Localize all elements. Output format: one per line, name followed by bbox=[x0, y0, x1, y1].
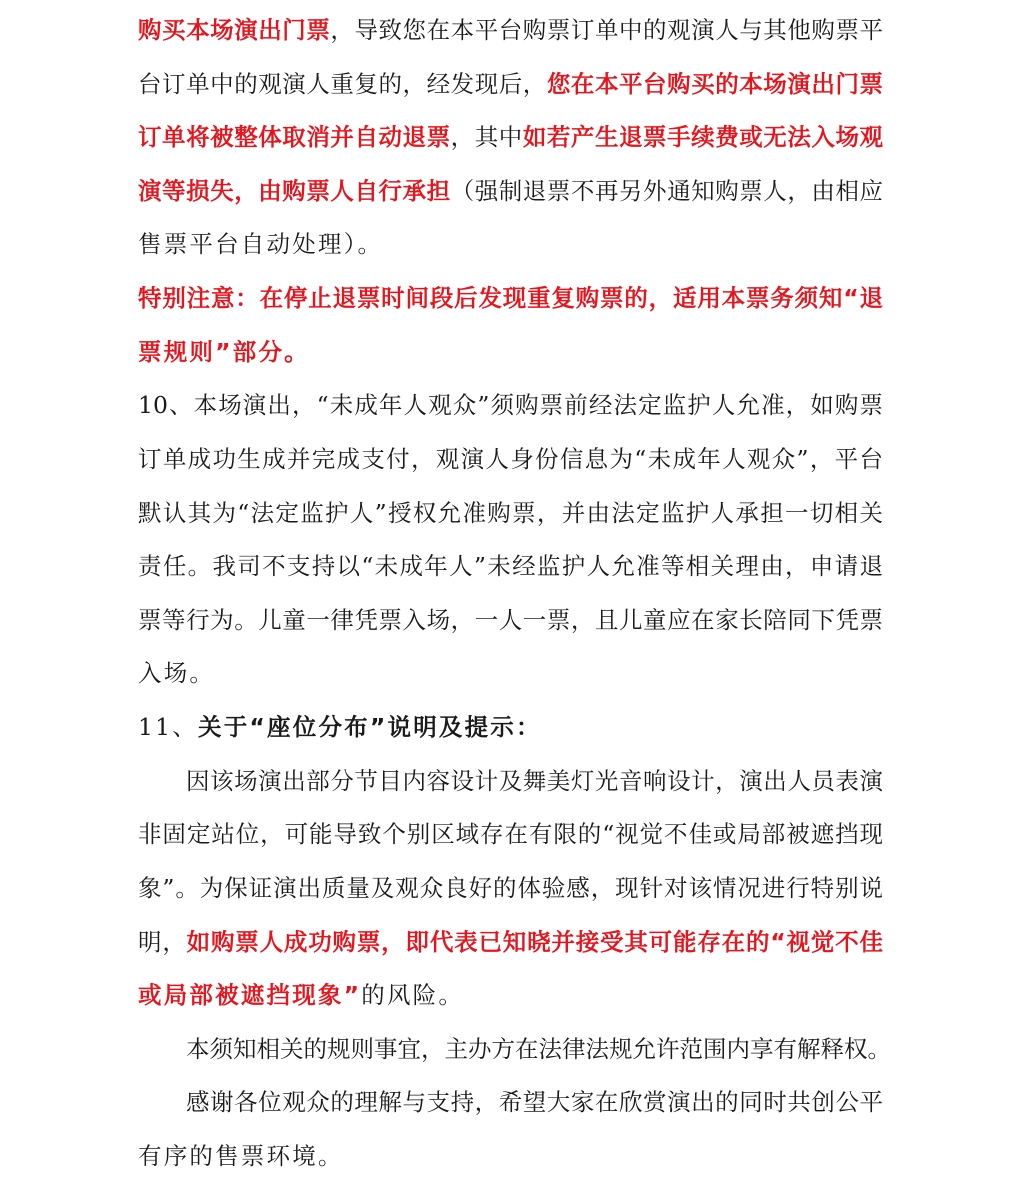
special-note-line-1: 特别注意：在停止退票时间段后发现重复购票的，适用本票务须知“退 bbox=[138, 284, 883, 312]
red-emphasis: 如若产生退票手续费或无法入场观 bbox=[522, 123, 884, 151]
text-line-15: 因该场演出部分节目内容设计及舞美灯光音响设计，演出人员表演 bbox=[186, 767, 883, 795]
text-line-17: 象”。为保证演出质量及观众良好的体验感，现针对该情况进行特别说 bbox=[138, 874, 883, 902]
text-span: ，导致您在本平台购票订单中的观演人与其他购票平 bbox=[330, 16, 884, 44]
text-line-11: 责任。我司不支持以“未成年人”未经监护人允准等相关理由，申请退 bbox=[138, 552, 883, 580]
red-emphasis: 演等损失，由购票人自行承担 bbox=[138, 177, 451, 205]
text-line-3 bbox=[138, 121, 883, 153]
red-emphasis: 您在本平台购买的本场演出门票 bbox=[546, 70, 884, 98]
text-span: 台订单中的观演人重复的，经发现后， bbox=[138, 70, 547, 98]
red-emphasis: 或局部被遮挡现象” bbox=[138, 981, 362, 1009]
section-number: 11、 bbox=[138, 713, 199, 741]
text-line-10: 默认其为“法定监护人”授权允准购票，并由法定监护人承担一切相关 bbox=[138, 499, 883, 527]
text-line-12: 票等行为。儿童一律凭票入场，一人一票，且儿童应在家长陪同下凭票 bbox=[138, 606, 883, 634]
text-span: 明， bbox=[138, 928, 187, 956]
red-emphasis: 如购票人成功购票，即代表已知晓并接受其可能存在的“视觉不佳 bbox=[186, 928, 883, 956]
text-span: ，其中 bbox=[450, 123, 523, 151]
text-line-20: 本须知相关的规则事宜，主办方在法律法规允许范围内享有解释权。 bbox=[186, 1035, 891, 1063]
text-span: （强制退票不再另外通知购票人，由相应 bbox=[450, 177, 884, 205]
special-note-line-2: 票规则”部分。 bbox=[138, 338, 310, 366]
text-line-2 bbox=[138, 68, 883, 100]
text-line-9: 订单成功生成并完成支付，观演人身份信息为“未成年人观众”，平台 bbox=[138, 445, 883, 473]
text-line-18 bbox=[138, 926, 883, 958]
text-line-13: 入场。 bbox=[138, 659, 216, 687]
section-title: 关于“座位分布”说明及提示： bbox=[198, 713, 542, 741]
text-line-16: 非固定站位，可能导致个别区域存在有限的“视觉不佳或局部被遮挡现 bbox=[138, 820, 883, 848]
text-line-8: 10、本场演出，“未成年人观众”须购票前经法定监护人允准，如购票 bbox=[138, 391, 883, 419]
red-emphasis: 购买本场演出门票 bbox=[138, 16, 331, 44]
text-line-22: 有序的售票环境。 bbox=[138, 1142, 344, 1170]
section-heading-11 bbox=[138, 711, 883, 743]
text-line-5: 售票平台自动处理）。 bbox=[138, 230, 384, 258]
red-emphasis: 订单将被整体取消并自动退票 bbox=[138, 123, 451, 151]
text-line-4 bbox=[138, 175, 883, 207]
text-line-19 bbox=[138, 979, 883, 1011]
text-line-1 bbox=[138, 14, 883, 46]
text-span: 的风险。 bbox=[361, 981, 465, 1009]
text-line-21: 感谢各位观众的理解与支持，希望大家在欣赏演出的同时共创公平 bbox=[186, 1088, 883, 1116]
